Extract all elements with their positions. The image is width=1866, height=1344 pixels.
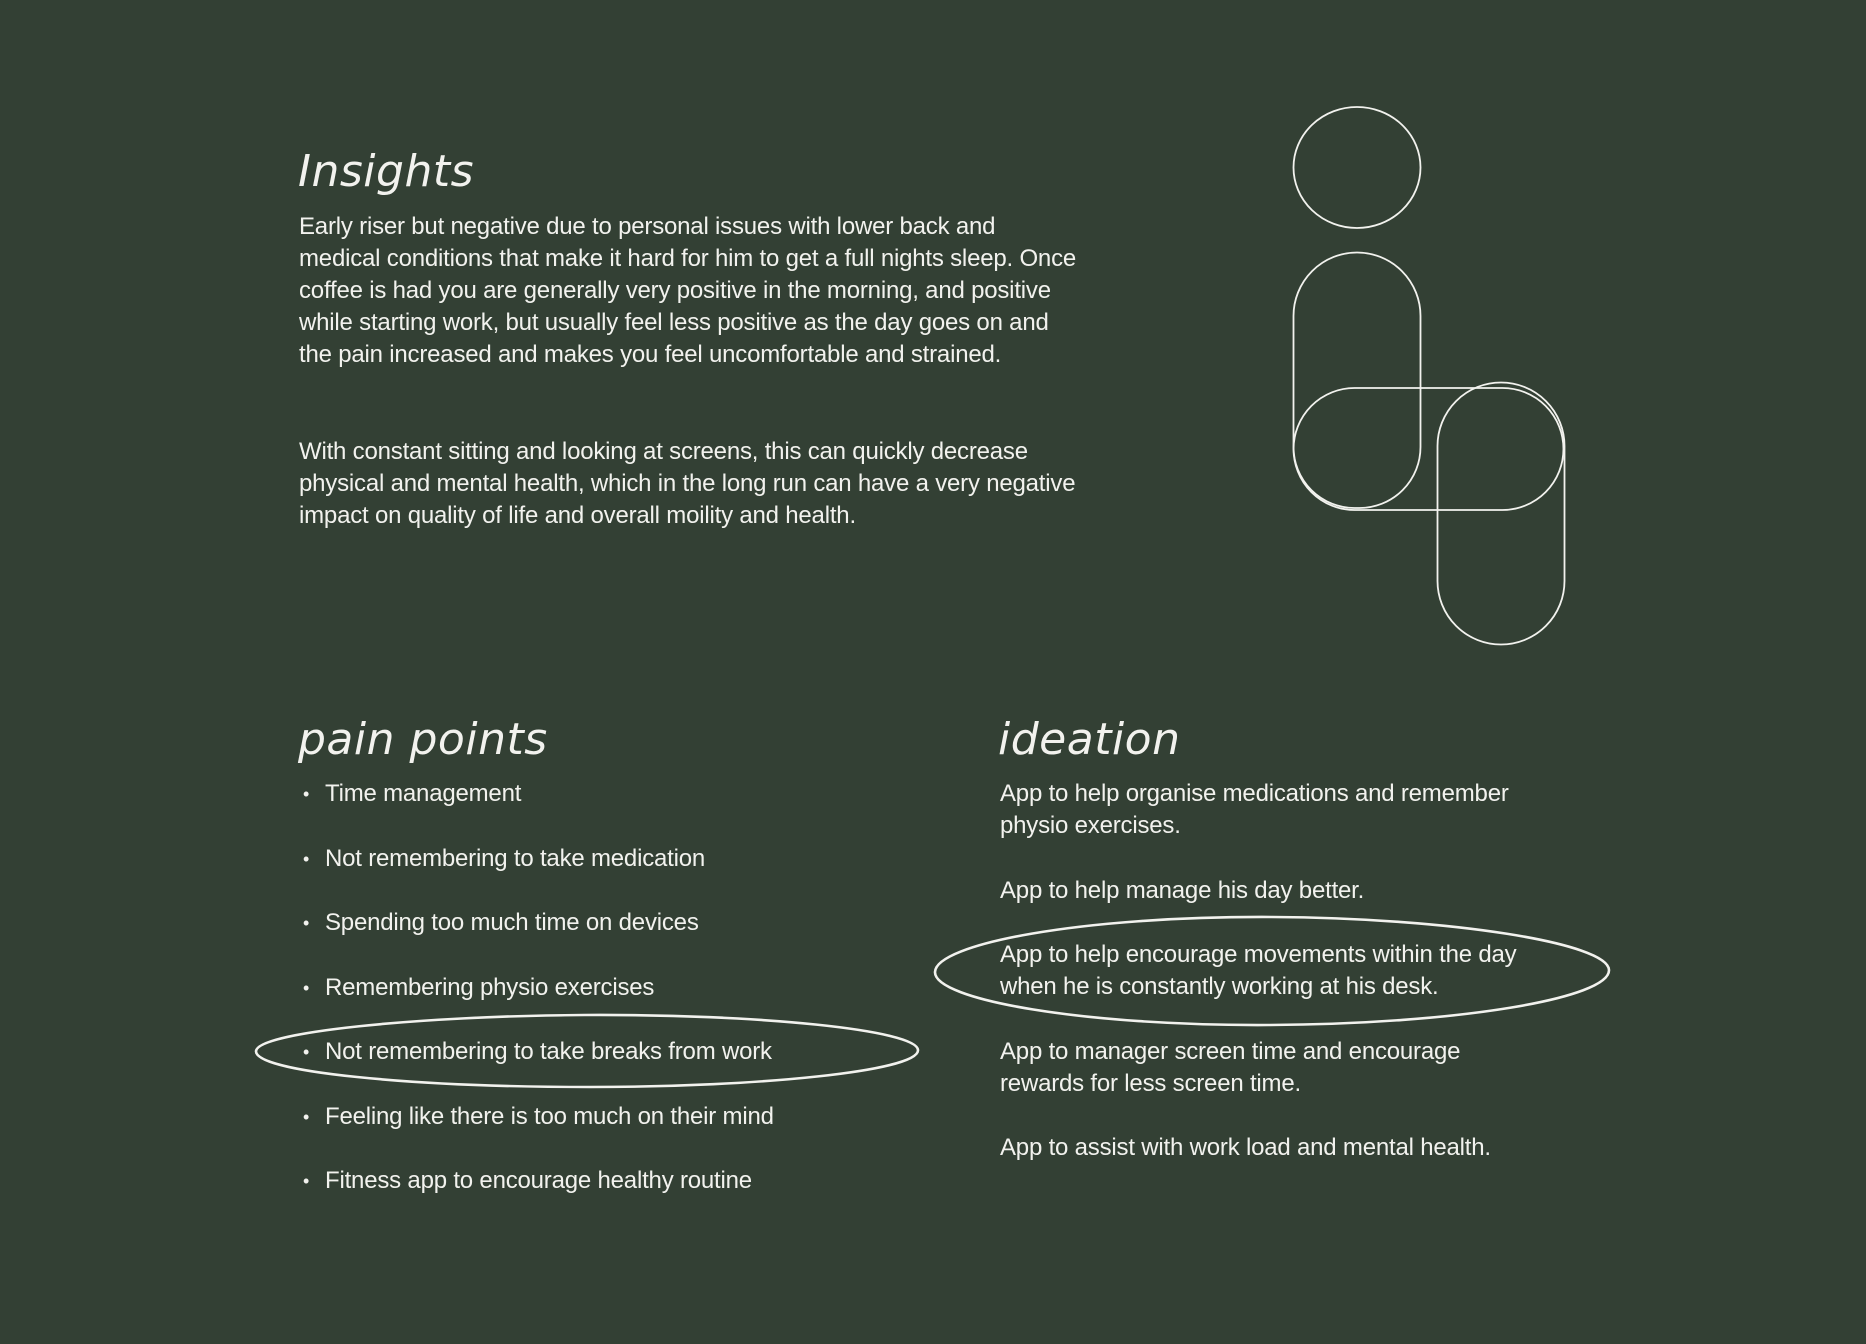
ideation-title: ideation <box>998 714 1181 765</box>
bullet-icon: • <box>303 1171 310 1191</box>
insights-paragraph-2: With constant sitting and looking at screens, this can quickly decrease physical and mental health, which in the long run can have a very negative impact on quality of life and overall moility and health. <box>299 438 1076 529</box>
insights-paragraph-1: Early riser but negative due to personal issues with lower back and medical conditions that make it hard for him to get a full nights sleep. Once coffee is had you are generally very positive in the morning, and positive while starting work, but usually feel less positive as the day goes on and the pain increased and makes you feel uncomfortable and strained. <box>299 213 1077 368</box>
pain-point-text: Remembering physio exercises <box>325 973 655 1001</box>
bullet-icon: • <box>303 848 310 869</box>
pain-point-text: Not remembering to take breaks from work <box>325 1038 772 1065</box>
pain-point-text: Time management <box>325 780 522 807</box>
bullet-icon: • <box>303 913 310 933</box>
ideation-highlight-ellipse <box>935 917 1609 1025</box>
list-item: App to manager screen time and encourage rewards for less screen time. <box>1000 1037 1461 1097</box>
list-item: App to help organise medications and remember physio exercises. <box>1000 780 1509 839</box>
pain-point-text: Fitness app to encourage healthy routine <box>325 1167 752 1194</box>
pain-point-highlight-ellipse <box>256 1015 918 1087</box>
list-item: App to assist with work load and mental health. <box>1000 1134 1491 1161</box>
bullet-icon: • <box>303 1042 310 1062</box>
pain-points-title: pain points <box>298 714 548 765</box>
list-item: App to help manage his day better. <box>1000 876 1365 904</box>
list-item: App to help encourage movements within the day when he is constantly working at his desk. <box>1000 941 1517 1000</box>
pain-point-text: Not remembering to take medication <box>325 844 706 872</box>
bullet-icon: • <box>303 784 310 804</box>
pain-point-text: Feeling like there is too much on their mind <box>325 1102 774 1130</box>
insights-title: Insights <box>298 146 475 197</box>
bullet-icon: • <box>303 1106 310 1127</box>
pain-point-text: Spending too much time on devices <box>325 909 699 936</box>
bullet-icon: • <box>303 977 310 998</box>
